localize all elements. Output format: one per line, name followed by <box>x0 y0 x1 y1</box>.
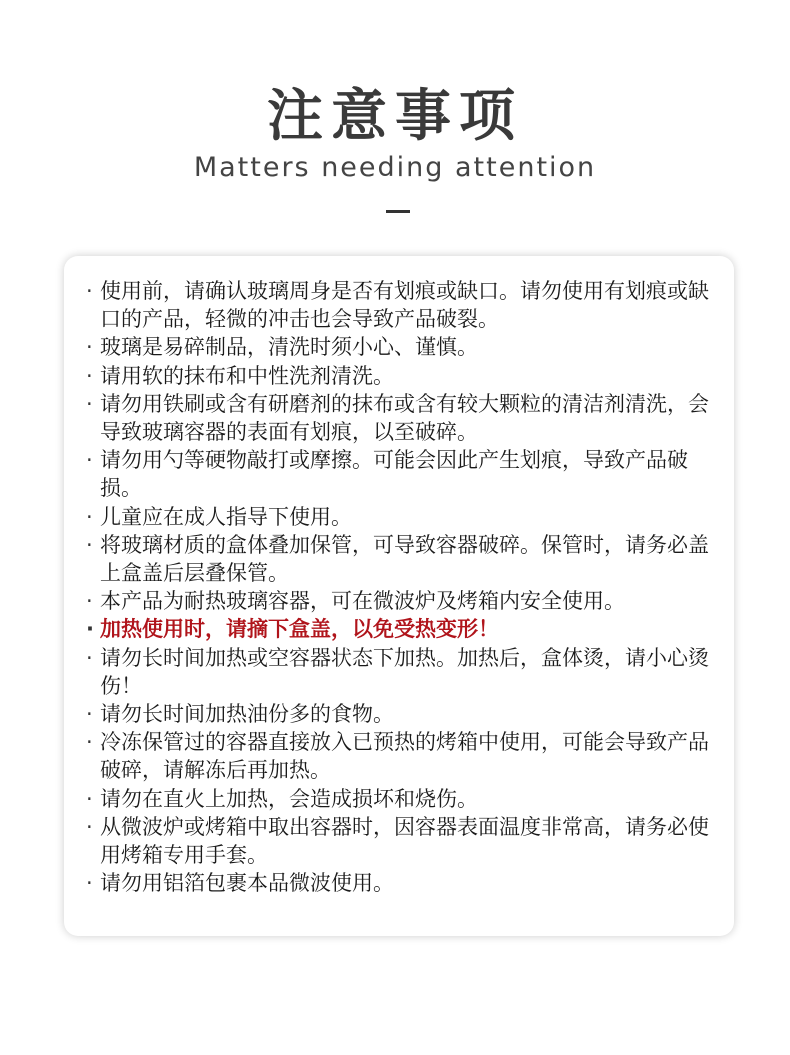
note-item: · 请勿用铝箔包裹本品微波使用。 <box>86 869 716 897</box>
page-title: 注意事项 <box>267 84 523 149</box>
title-divider <box>386 210 410 213</box>
note-item: · 本产品为耐热玻璃容器，可在微波炉及烤箱内安全使用。 <box>86 587 716 615</box>
note-item: · 请勿长时间加热或空容器状态下加热。加热后，盒体烫，请小心烫伤！ <box>86 644 716 700</box>
note-item: · 从微波炉或烤箱中取出容器时，因容器表面温度非常高，请务必使用烤箱专用手套。 <box>86 813 716 869</box>
note-item: · 请勿长时间加热油份多的食物。 <box>86 700 716 728</box>
note-item: · 使用前，请确认玻璃周身是否有划痕或缺口。请勿使用有划痕或缺口的产品，轻微的冲击也会导致产品破裂。 <box>86 277 716 333</box>
note-item: · 玻璃是易碎制品，清洗时须小心、谨慎。 <box>86 333 716 361</box>
notes-list <box>86 277 716 897</box>
note-item: · 儿童应在成人指导下使用。 <box>86 503 716 531</box>
note-item: · 请勿用勺等硬物敲打或摩擦。可能会因此产生划痕，导致产品破损。 <box>86 446 716 502</box>
page-subtitle: Matters needing attention <box>193 152 597 183</box>
note-item: · 请勿在直火上加热，会造成损坏和烧伤。 <box>86 785 716 813</box>
note-item-warning: · 加热使用时，请摘下盒盖，以免受热变形！ <box>86 615 716 643</box>
note-item: · 冷冻保管过的容器直接放入已预热的烤箱中使用，可能会导致产品破碎，请解冻后再加热。 <box>86 728 716 784</box>
note-item: · 将玻璃材质的盒体叠加保管，可导致容器破碎。保管时，请务必盖上盒盖后层叠保管。 <box>86 531 716 587</box>
note-item: · 请勿用铁刷或含有研磨剂的抹布或含有较大颗粒的清洁剂清洗，会导致玻璃容器的表面有划痕，以至破碎。 <box>86 390 716 446</box>
note-item: · 请用软的抹布和中性洗剂清洗。 <box>86 362 716 390</box>
